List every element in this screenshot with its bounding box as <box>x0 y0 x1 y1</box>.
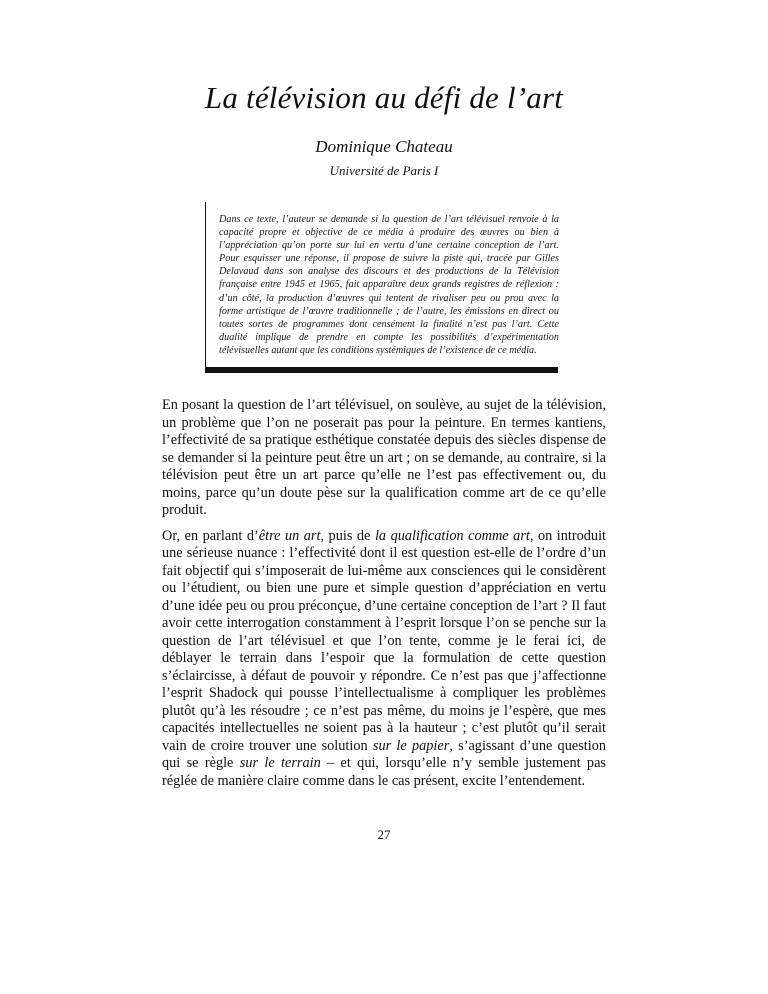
abstract-box <box>205 202 559 368</box>
paragraph-2 <box>162 528 606 791</box>
paragraph-2-text: , puis de <box>320 527 375 544</box>
paragraph-2-text: , s’agissant d’une question qui se règle <box>162 737 606 771</box>
abstract-text: Dans ce texte, l’auteur se demande si la question de l’art télévisuel renvoie à la capacité propre et objective de ce média à produire des œuvres ou bien à l’appréciation qu’on porte sur lui en vertu d’une certaine conception de l’art. Pour esquisser une réponse, il propose de suivre la piste qui, tracée par Gilles Delavaud dans son analyse des discours et des productions de la Télévision française entre 1945 et 1965, fait apparaître deux grands registres de réflexion : d’un côté, la production d’œuvres qui tentent de rivaliser peu ou prou avec la forme artistique de l’œuvre traditionnelle ; de l’autre, les émissions en direct ou toutes sortes de programmes dont censément la finalité n’est pas l’art. Cette dualité implique de prendre en compte les possibilités d’expérimentation télévisuelles autant que les conditions systémiques de l’existence de ce média. <box>219 214 559 356</box>
paragraph-2-text: – et qui, lorsqu’elle n’y semble justement pas réglée de manière claire comme dans le cas présent, excite l’entendement. <box>162 755 606 789</box>
abstract-rule <box>205 367 558 373</box>
emphasis-sur-le-papier: sur le papier <box>372 737 450 754</box>
emphasis-sur-le-terrain: sur le terrain <box>239 755 321 771</box>
emphasis-qualification: la qualification comme art <box>374 527 530 544</box>
article-title: La télévision au défi de l’art <box>204 80 564 115</box>
paragraph-2-text: , on introduit une sérieuse nuance : l’effectivité dont il est question est-elle de l’ordre d’un fait objectif qui s’imposerait de lui-même aux consciences qui le considèrent ou l’étudient, ou bien une pure et simple question d’appréciation en vertu d’une idée peu ou prou préconçue, d’une certaine conception de l’art ? Il faut avoir cette interrogation constamment à l’esprit lorsque l’on se penche sur la question de l’art télévisuel et que l’on tente, comme je le ferai ici, de déblayer le terrain dans l’espoir que la formulation de cette question s’éclaircisse, à défaut de pouvoir y répondre. Ce n’est pas que j’affectionne l’esprit Shadock qui pousse l’intellectualisme à compliquer les problèmes plutôt qu’à les résoudre ; ce n’est pas même, du moins je l’espère, que mes capacités intellectuelles ne soient pas à la hauteur ; c’est plutôt qu’il serait vain de croire trouver une solution <box>162 527 607 754</box>
author-name: Dominique Chateau <box>315 137 453 156</box>
paragraph-1: En posant la question de l’art télévisuel, on soulève, au sujet de la télévision, un problème que l’on ne poserait pas pour la peinture. En termes kantiens, l’effectivité de sa pratique esthétique constatée depuis des siècles dispense de se demander si la peinture peut être un art ; on se demande, au contraire, si la télévision peut être un art parce qu’elle ne l’est pas effectivement ou, du moins, parce qu’un doute pèse sur la qualification comme art de ce qu’elle produit. <box>162 397 606 518</box>
paragraph-2-text: Or, en parlant d’ <box>162 527 259 544</box>
author-affiliation: Université de Paris I <box>329 163 439 178</box>
emphasis-etre-un-art: être un art <box>258 527 321 544</box>
article-body <box>162 397 606 798</box>
page-number: 27 <box>377 827 391 842</box>
